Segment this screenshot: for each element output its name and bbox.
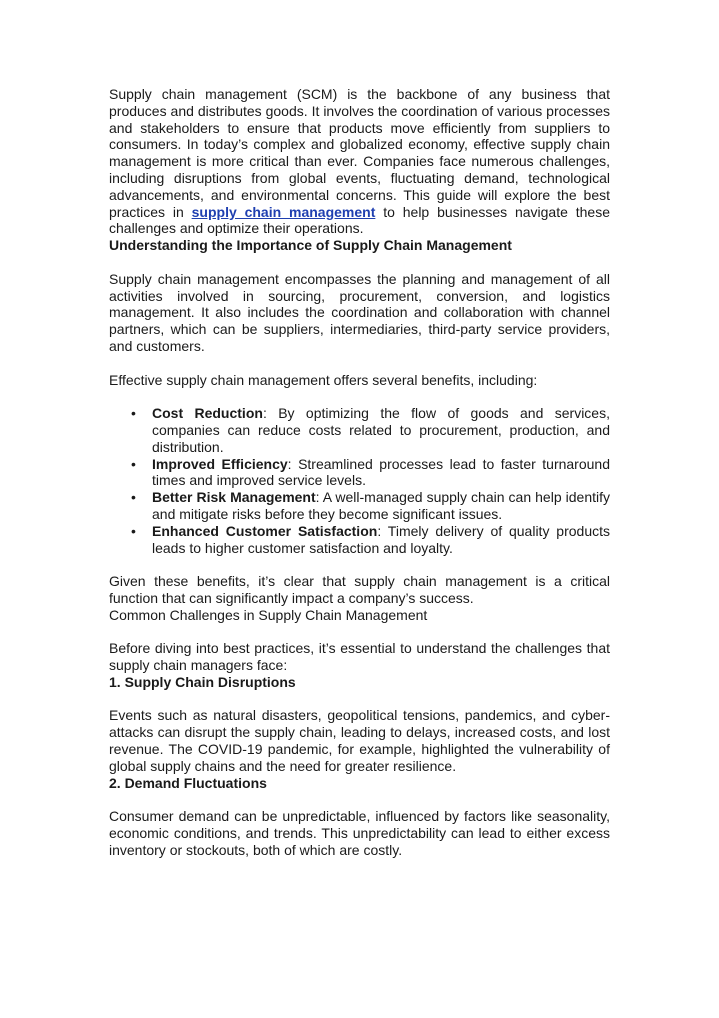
benefits-intro-paragraph: Effective supply chain management offers several benefits, including: — [109, 371, 538, 388]
section-heading-challenges: Common Challenges in Supply Chain Management — [109, 606, 428, 623]
benefit-term: Enhanced Customer Satisfaction — [152, 522, 378, 539]
benefit-term: Better Risk Management — [152, 489, 316, 506]
section-heading-importance: Understanding the Importance of Supply Chain Management — [109, 237, 512, 254]
benefit-description: : Streamlined processes lead to faster turnaround times and improved service levels. — [152, 455, 610, 489]
bullet-icon: • — [131, 522, 136, 539]
disruptions-paragraph: Events such as natural disasters, geopolitical tensions, pandemics, and cyber-attacks can disrupt the supply chain, leading to delays, increased costs, and lost revenue. The COVID-19 pandemic, for example, highlighted the vulnerability of global supply chains and the need for greater resilience. — [109, 707, 610, 774]
benefit-term: Cost Reduction — [152, 405, 263, 422]
bullet-icon: • — [131, 455, 136, 472]
challenges-intro-paragraph: Before diving into best practices, it’s essential to understand the challenges that supply chain managers face: — [109, 640, 610, 674]
subheading-demand-fluctuations: 2. Demand Fluctuations — [109, 774, 267, 791]
demand-fluctuations-paragraph: Consumer demand can be unpredictable, influenced by factors like seasonality, economic conditions, and trends. This unpredictability can lead to either excess inventory or stockouts, both of which are costly. — [109, 808, 610, 858]
benefit-description: : Timely delivery of quality products leads to higher customer satisfaction and loyalty. — [152, 522, 610, 556]
intro-text-after-link: to help businesses navigate these challenges and optimize their operations. — [109, 203, 610, 237]
benefit-term: Improved Efficiency — [152, 455, 288, 472]
importance-paragraph: Supply chain management encompasses the planning and management of all activities involved in sourcing, procurement, conversion, and logistics management. It also includes the coordination and collaboration with channel partners, which can be suppliers, intermediaries, third-party service providers, and customers. — [109, 270, 610, 354]
benefit-description: : By optimizing the flow of goods and services, companies can reduce costs related to procurement, production, and distribution. — [152, 405, 610, 455]
bullet-icon: • — [131, 405, 136, 422]
benefits-list — [109, 405, 610, 556]
intro-text-before-link: Supply chain management (SCM) is the backbone of any business that produces and distributes goods. It involves the coordination of various processes and stakeholders to ensure that products move efficiently from suppliers to consumers. In today’s complex and globalized economy, effective supply chain management is more critical than ever. Companies face numerous challenges, including disruptions from global events, fluctuating demand, technological advancements, and environmental concerns. This guide will explore the best practices in — [109, 86, 610, 220]
bullet-icon: • — [131, 489, 136, 506]
subheading-disruptions: 1. Supply Chain Disruptions — [109, 673, 296, 690]
supply-chain-management-link[interactable]: supply chain management — [191, 203, 376, 220]
benefit-description: : A well-managed supply chain can help identify and mitigate risks before they become significant issues. — [152, 489, 610, 522]
list-item — [109, 456, 610, 490]
list-item — [109, 405, 610, 455]
list-item — [109, 489, 610, 523]
benefits-conclusion-paragraph: Given these benefits, it’s clear that supply chain management is a critical function that can significantly impact a company’s success. — [109, 573, 610, 606]
list-item — [109, 523, 610, 557]
intro-paragraph — [109, 86, 610, 237]
